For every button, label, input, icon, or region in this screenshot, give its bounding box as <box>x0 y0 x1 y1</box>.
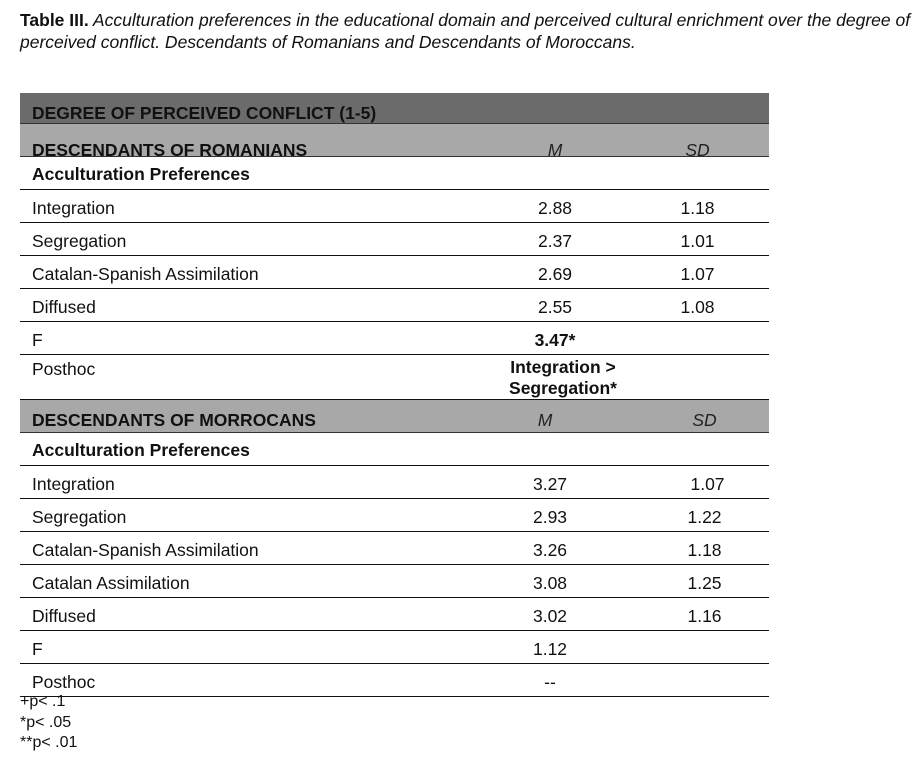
subheader-label: Acculturation Preferences <box>32 164 250 184</box>
row-sd-value: 1.18 <box>687 540 722 560</box>
row-sd-value: 1.16 <box>687 606 722 626</box>
row-m-value: 2.69 <box>537 264 573 284</box>
row-sd-value: 1.08 <box>680 297 715 317</box>
row-m-value: 3.27 <box>532 474 568 494</box>
results-table <box>20 93 769 697</box>
note-line: *p< .05 <box>20 713 72 731</box>
row-label: Diffused <box>32 606 96 626</box>
table-row <box>20 190 769 223</box>
row-label: Posthoc <box>32 359 96 379</box>
row-label: Catalan Assimilation <box>32 573 190 593</box>
table-row-f <box>20 322 769 355</box>
row-label: Posthoc <box>32 672 96 692</box>
column-header-m: M <box>547 140 563 160</box>
row-m-value: 2.55 <box>537 297 573 317</box>
table-caption <box>20 9 915 53</box>
table-row <box>20 598 769 631</box>
subheader-row <box>20 157 769 190</box>
row-label: Segregation <box>32 231 127 251</box>
row-label: Catalan-Spanish Assimilation <box>32 540 259 560</box>
row-m-value: 2.88 <box>537 198 573 218</box>
row-label: Diffused <box>32 297 96 317</box>
group-title: DESCENDANTS OF ROMANIANS <box>32 140 308 160</box>
table-row <box>20 532 769 565</box>
note-line: **p< .01 <box>20 734 78 751</box>
row-m-value: 3.08 <box>532 573 568 593</box>
table-row-posthoc <box>20 664 769 697</box>
column-header-m: M <box>537 410 553 430</box>
column-header-sd: SD <box>685 140 710 160</box>
main-header-label: DEGREE OF PERCEIVED CONFLICT (1-5) <box>32 103 377 123</box>
table-row-f <box>20 631 769 664</box>
table-main-header <box>20 93 769 124</box>
row-sd-value: 1.01 <box>680 231 715 251</box>
row-sd-value: 1.25 <box>687 573 722 593</box>
row-m-value: 3.26 <box>532 540 568 560</box>
subheader-row <box>20 433 769 466</box>
group-title: DESCENDANTS OF MORROCANS <box>32 410 316 430</box>
row-label: F <box>32 639 43 659</box>
row-m-value: 3.47* <box>534 330 576 350</box>
table-row <box>20 289 769 322</box>
row-m-value: 3.02 <box>532 606 568 626</box>
table-row <box>20 223 769 256</box>
table-row-posthoc <box>20 355 769 400</box>
posthoc-value <box>478 357 648 399</box>
row-label: F <box>32 330 43 350</box>
row-label: Integration <box>32 198 115 218</box>
row-label: Integration <box>32 474 115 494</box>
row-m-value: 2.37 <box>537 231 573 251</box>
row-label: Catalan-Spanish Assimilation <box>32 264 259 284</box>
row-m-value: 1.12 <box>532 639 568 659</box>
row-sd-value: 1.07 <box>690 474 725 494</box>
table-row <box>20 565 769 598</box>
row-label: Segregation <box>32 507 127 527</box>
table-row <box>20 466 769 499</box>
column-header-sd: SD <box>692 410 717 430</box>
row-sd-value: 1.18 <box>680 198 715 218</box>
row-sd-value: 1.07 <box>680 264 715 284</box>
caption-text: Acculturation preferences in the educational domain and perceived cultural enrichment over the degree of perceived conflict. Descendants of Romanians and Descendants of Moroccans. <box>20 10 911 52</box>
group-header-moroccans <box>20 400 769 433</box>
note-line: +p< .1 <box>20 693 66 710</box>
row-m-value: -- <box>544 672 556 692</box>
subheader-label: Acculturation Preferences <box>32 440 250 460</box>
group-header-romanians <box>20 124 769 160</box>
table-row <box>20 256 769 289</box>
row-sd-value: 1.22 <box>687 507 722 527</box>
table-row <box>20 499 769 532</box>
row-m-value: 2.93 <box>532 507 568 527</box>
caption-label: Table III. <box>20 10 89 30</box>
significance-notes <box>20 692 77 754</box>
posthoc-line-1: Integration > <box>510 357 616 377</box>
posthoc-line-2: Segregation* <box>509 378 617 398</box>
